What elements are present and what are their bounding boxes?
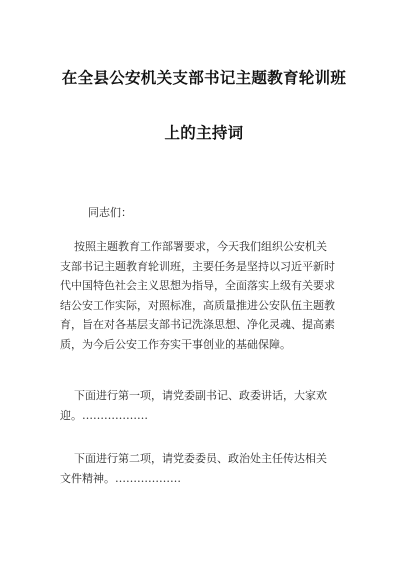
paragraph-line: 质，为今后公安工作夯实干事创业的基础保障。 [60,337,291,351]
greeting: 同志们： [88,206,132,219]
paragraph-line: 下面进行第一项，请党委副书记、政委讲话，大家欢 [60,389,327,402]
paragraph-line: 文件精神。……………… [60,471,181,485]
paragraph-line: 下面进行第二项，请党委委员、政治处主任传达相关 [60,452,327,465]
paragraph-line: 按照主题教育工作部署要求，今天我们组织公安机关 [60,240,327,253]
paragraph-item-2 [60,449,350,488]
paragraph-line: 迎。……………… [60,408,148,422]
paragraph-line: 育，旨在对各基层支部书记洗涤思想、净化灵魂、提高素 [60,318,335,332]
paragraph-intro [60,237,350,355]
paragraph-line: 支部书记主题教育轮训班，主要任务是坚持以习近平新时 [60,259,335,273]
paragraph-line: 代中国特色社会主义思想为指导，全面落实上级有关要求 [60,279,335,293]
paragraph-item-1 [60,386,350,425]
paragraph-line: 结公安工作实际，对照标准，高质量推进公安队伍主题教 [60,298,335,312]
document-title-line-2: 上的主持词 [164,124,244,142]
document-title-line-1: 在全县公安机关支部书记主题教育轮训班 [61,69,347,87]
